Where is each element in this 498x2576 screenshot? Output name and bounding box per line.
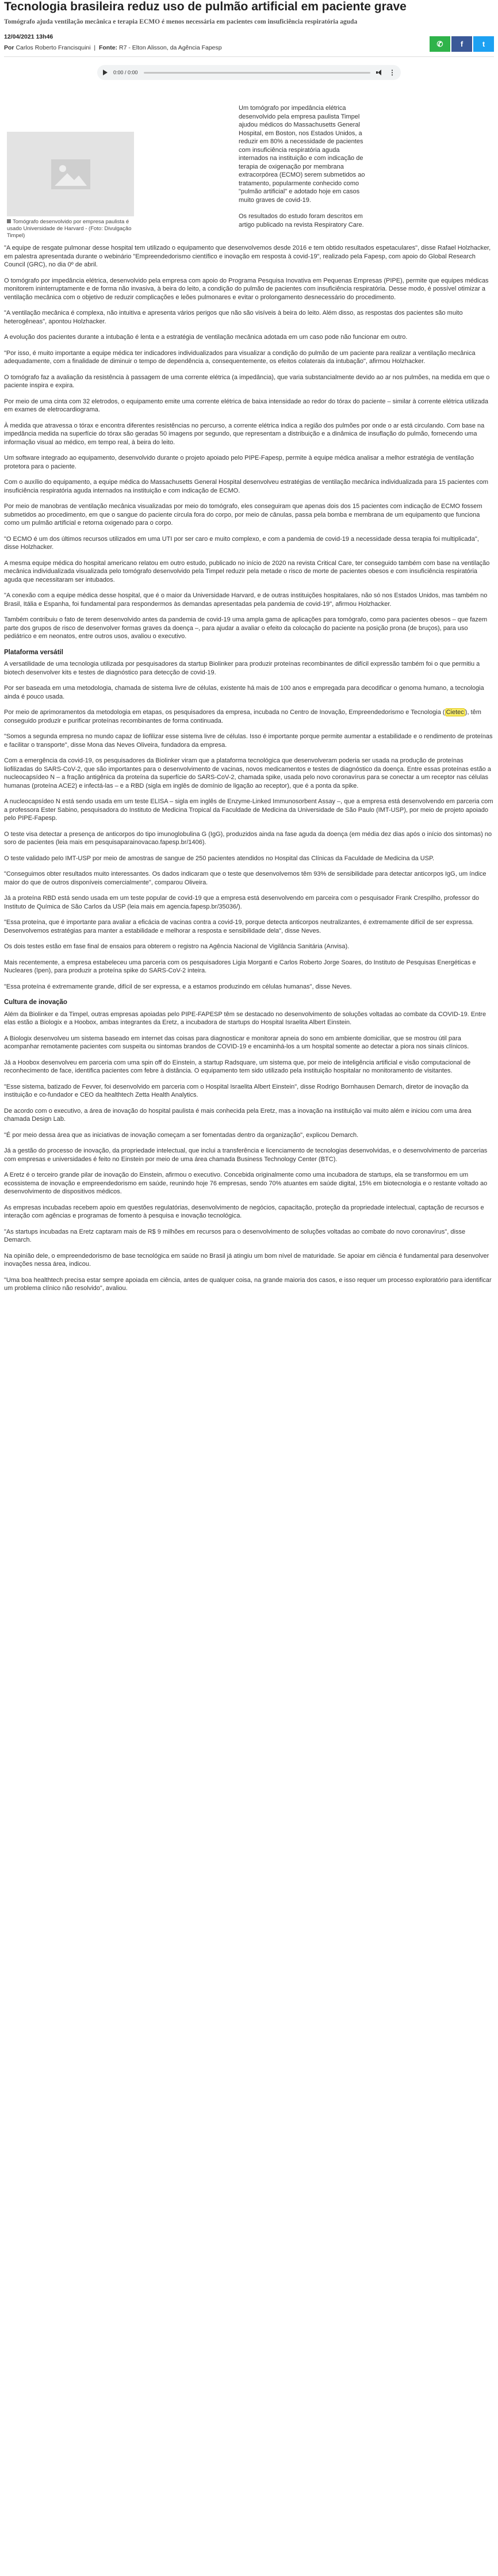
body-paragraph: Já a proteína RBD está sendo usada em um teste popular de covid-19 que a empresa está desenvolvendo em parceira com o pesquisador Frank Crespilho, professor do Instituto de Química de São Carlos da USP (leia mais em agencia.fapesp.br/35036/). (4, 895, 480, 910)
intro-paragraph: Um tomógrafo por impedância elétrica desenvolvido pela empresa paulista Timpel ajudou médicos do Massachusetts General Hospital, em Boston, nos Estados Unidos, a reduzir em 80% a necessidade de pacientes com insuficiência respiratória aguda internados na instituição e com indicação de terapia de oxigenação por membrana extracorpórea (ECMO) serem submetidos ao tratamento, popularmente conhecido como "pulmão artificial" e adotado hoje em casos muito graves de covid-19. (239, 105, 365, 204)
byline-label: Por (4, 44, 14, 51)
body-paragraph: O teste validado pelo IMT-USP por meio de amostras de sangue de 250 pacientes atendidos no Hospital das Clínicas da Faculdade de Medicina da USP. (4, 854, 435, 862)
body-paragraph: "Uma boa healthtech precisa estar sempre apoiada em ciência, antes de qualquer coisa, na grande maioria dos casos, e isso requer um processo exploratório para identificar um problema clínico não resolvido", avaliou. (4, 1276, 492, 1292)
intro-paragraph: Os resultados do estudo foram descritos em artigo publicado na revista Respiratory Care. (239, 213, 364, 228)
body-paragraph: À medida que atravessa o tórax e encontra diferentes resistências no percurso, a corrente elétrica indica a região dos pulmões por onde o ar está circulando. Com base na impedância medida na superfície do tórax são geradas 50 imagens por segundo, que representam a distribuição e a dinâmica de insuflação do pulmão, fornecendo uma informação visual ao médico, em tempo real, à beira do leito. (4, 422, 485, 446)
highlight-post: ), têm conseguido produzir e purificar proteínas recombinantes de forma continuada. (4, 709, 481, 724)
body-paragraph: "É por meio dessa área que as iniciativas de inovação começam a ser fomentadas dentro da organização", explicou Demarch. (4, 1131, 359, 1139)
body-paragraph: Um software integrado ao equipamento, desenvolvido durante o projeto apoiado pelo PIPE-Fapesp, permite à equipe médica analisar a melhor estratégia de ventilação protetora para o paciente. (4, 455, 474, 470)
more-options-icon[interactable]: ⋮ (389, 68, 395, 77)
section-main (4, 244, 494, 641)
source-name: R7 - Elton Alisson, da Agência Fapesp (118, 44, 222, 51)
page-title: Tecnologia brasileira reduz uso de pulmão artificial em paciente grave (4, 0, 407, 13)
body-paragraph: A nucleocapsídeo N está sendo usada em um teste ELISA – sigla em inglês de Enzyme-Linked Immunosorbent Assay –, que a empresa está desenvolvendo em parceria com a professora Ester Sabino, pesquisadora do Instituto de Medicina Tropical da Faculdade de Medicina da Universidade de São Paulo (IMT-USP), por meio de projeto apoiado pelo PIPE-Fapesp. (4, 798, 493, 822)
section-platform (4, 660, 494, 701)
body-paragraph: A versatilidade de uma tecnologia utilizada por pesquisadores da startup Biolinker para produzir proteínas recombinantes de difícil expressão também foi o que permitiu a biotech desenvolver kits e testes de diagnóstico para detecção de covid-19. (4, 661, 480, 676)
share-buttons (430, 36, 494, 52)
body-paragraph: O tomógrafo por impedância elétrica, desenvolvido pela empresa com apoio do Programa Pesquisa Inovativa em Pequenas Empresas (PIPE), permite que equipes médicas monitorem ininterruptamente e de forma não invasiva, à beira do leito, a condição do pulmão de pacientes com insuficiência respiratória. Desse modo, é possível otimizar a ventilação mecânica com o objetivo de reduzir complicações e leões pulmonares e evitar o prolongamento desnecessário do procedimento. (4, 277, 489, 301)
caption-text: Tomógrafo desenvolvido por empresa paulista é usado Universidade de Harvard - (Foto: Divulgação Timpel) (7, 219, 132, 239)
body-paragraph: Por meio de manobras de ventilação mecânica visualizadas por meio do tomógrafo, eles conseguiram que apenas dois dos 15 pacientes com indicação de ECMO fossem submetidos ao procedimento, em que o sangue do paciente circula fora do corpo, por meio de cânulas, passa pela bomba e membrana de um equipamento que funciona como um pulmão artificial e retorna oxigenado para o corpo. (4, 503, 482, 526)
volume-icon[interactable] (376, 70, 383, 75)
highlight-pre: Por meio de aprimoramentos da metodologia em etapas, os pesquisadores da empresa, incubada no Centro de Inovação, Empreendedorismo e Tecnologia ( (4, 709, 445, 716)
body-paragraph: "A conexão com a equipe médica desse hospital, que é o maior da Universidade Harvard, e de outras instituições hospitalares, não só nos Estados Unidos, mas também no Brasil, Itália e Espanha, foi fundamental para respondermos às demandas apresentadas pela pandemia de covid-19", afirmou Holzhacker. (4, 592, 488, 608)
body-paragraph: Com o auxílio do equipamento, a equipe médica do Massachusetts General Hospital desenvolveu estratégias de ventilação mecânica individualizada para 15 pacientes com insuficiência respiratória aguda internados na instituição e com indicação de ECMO. (4, 479, 488, 494)
twitter-share-button[interactable]: t (473, 36, 494, 52)
feature-block (4, 104, 494, 239)
body-paragraph: Com a emergência da covid-19, os pesquisadores da Biolinker viram que a plataforma tecnológica que desenvolveram poderia ser usada na produção de proteínas liofilizadas do SARS-CoV-2, que são importantes para o desenvolvimento de vacinas, novos medicamentos e testes de diagnóstico da doença. Entre essas proteínas estão a nucleocapsídeo N – a fração antigênica da proteína da superfície do SARS-CoV-2, chamada spike, usada pelo novo coronavírus para se conectar a um receptor nas células humanas (proteína ACE2) e infectá-las – e a RBD (sigla em inglês de domínio de ligação ao receptor), que é a ponta da spike. (4, 757, 491, 789)
article-subtitle: Tomógrafo ajuda ventilação mecânica e terapia ECMO é menos necessária em pacientes com insuficiência respiratória aguda (4, 18, 358, 25)
body-paragraph: "A ventilação mecânica é complexa, não intuitiva e apresenta vários perigos que não são visíveis à beira do leito. Além disso, as respostas dos pacientes são muito heterogêneas", apontou Holzhacker. (4, 310, 463, 325)
body-paragraph: Já a Hoobox desenvolveu em parceria com uma spin off do Einstein, a startup Radsquare, um sistema que, por meio de inteligência artificial e visão computacional de reconhecimento de face, identifica pacientes com febre à distância. O equipamento tem sido utilizado pela instituição hospitalar no monitoramento de visitantes. (4, 1059, 471, 1074)
whatsapp-share-button[interactable]: ✆ (430, 36, 450, 52)
body-paragraph: Mais recentemente, a empresa estabeleceu uma parceria com os pesquisadores Ligia Morganti e Carlos Roberto Jorge Soares, do Instituto de Pesquisas Energéticas e Nucleares (Ipen), para produzir a proteína spike do SARS-CoV-2 inteira. (4, 959, 476, 974)
meta-row (4, 33, 494, 52)
meta-info (4, 33, 222, 52)
byline: Por Carlos Roberto Francisquini | Fonte: R7 - Elton Alisson, da Agência Fapesp (4, 44, 222, 51)
caption-icon (7, 219, 11, 223)
image-placeholder-icon (51, 159, 90, 189)
body-paragraph: Por ser baseada em uma metodologia, chamada de sistema livre de células, existente há mais de 100 anos e empregada para decodificar o genoma humano, a tecnologia ainda é pouco usada. (4, 685, 484, 700)
article-image[interactable] (7, 132, 134, 216)
body-paragraph: A Eretz é o terceiro grande pilar de inovação do Einstein, afirmou o executivo. Concebida originalmente como uma incubadora de startups, ela se transformou em um ecossistema de inovação e empreendedorismo em saúde, reunindo hoje 76 empresas, sendo 70% atuantes em saúde digital, 15% em biotecnologia e o restante voltado ao desenvolvimento de dispositivos médicos. (4, 1171, 488, 1195)
audio-time: 0:00 / 0:00 (113, 70, 138, 75)
source-label: Fonte: (98, 44, 118, 51)
body-paragraph: "Somos a segunda empresa no mundo capaz de liofilizar esse sistema livre de células. Isso é importante porque permite aumentar a estabilidade e o rendimento de proteínas e facilitar o transporte", disse Mona das Neves Oliveira, fundadora da empresa. (4, 733, 493, 749)
body-paragraph (4, 708, 494, 725)
body-paragraph: Além da Biolinker e da Timpel, outras empresas apoiadas pelo PIPE-FAPESP têm se destacado no desenvolvimento de soluções voltadas ao combate da COVID-19. Entre elas estão a Biologix e a Hoobox, ambas integrantes da Eretz, a incubadora de startups do Hospital Israelita Albert Einstein. (4, 1010, 486, 1026)
body-paragraph: "Essa proteína, que é importante para avaliar a eficácia de vacinas contra a covid-19, porque detecta anticorpos neutralizantes, é extremamente difícil de ser expressa. Desenvolvemos estratégias para manter a estabilidade e melhorar a resposta e sensibilidade dela", disse Neves. (4, 919, 474, 934)
body-paragraph: A Biologix desenvolveu um sistema baseado em internet das coisas para diagnosticar e monitorar apneia do sono em ambiente domiciliar, que se mostrou útil para acompanhar remotamente pacientes com suspeita ou sintomas brandos de COVID-19 e encaminhá-los a um hospital somente ao detectar a piora nos sinais clínicos. (4, 1035, 469, 1050)
body-paragraph: O tomógrafo faz a avaliação da resistência à passagem de uma corrente elétrica (a impedância), que varia substancialmente devido ao ar nos pulmões, na medida em que o paciente inspira e expira. (4, 373, 490, 389)
body-paragraph: Os dois testes estão em fase final de ensaios para obterem o registro na Agência Nacional de Vigilância Sanitária (Anvisa). (4, 943, 350, 950)
body-paragraph: Já a gestão do processo de inovação, da propriedade intelectual, que inclui a transferência e licenciamento de tecnologias desenvolvidas, e o desenvolvimento de parcerias com empresas e universidades é feito no Einstein por meio de uma área chamada Business Technology Center (BTC). (4, 1147, 488, 1163)
body-paragraph: "O ECMO é um dos últimos recursos utilizados em uma UTI por ser caro e muito complexo, e com a pandemia de covid-19 a necessidade dessa terapia foi multiplicada", disse Holzhacker. (4, 535, 479, 551)
highlighted-term: Cietec (446, 709, 464, 716)
body-paragraph: "Essa proteína é extremamente grande, difícil de ser expressa, e a estamos produzindo em células humanas", disse Neves. (4, 983, 352, 990)
body-paragraph: "Conseguimos obter resultados muito interessantes. Os dados indicaram que o teste que desenvolvemos têm 93% de sensibilidade para detectar anticorpos IgG, um índice maior do que de outros disponíveis comercialmente", comparou Oliveira. (4, 871, 486, 886)
section-culture (4, 1010, 494, 1293)
body-paragraph: "As startups incubadas na Eretz captaram mais de R$ 9 milhões em recursos para o desenvolvimento de soluções voltadas ao combate do novo coronavírus", disse Demarch. (4, 1228, 466, 1243)
publish-date: 12/04/2021 13h46 (4, 33, 53, 40)
play-icon[interactable] (103, 70, 108, 75)
body-paragraph: "Por isso, é muito importante a equipe médica ter indicadores individualizados para visualizar a condição do pulmão de um paciente para realizar a ventilação mecânica adequadamente, com a finalidade de diminuir o tempo de dependência a, consequentemente, os efeitos colaterais da intubação", afirmou Holzhacker. (4, 349, 476, 365)
section-heading: Plataforma versátil (4, 648, 63, 656)
divider (4, 56, 494, 57)
body-paragraph: "Esse sistema, batizado de Fevver, foi desenvolvido em parceria com o Hospital Israelita Albert Einstein", disse Rodrigo Bornhausen Demarch, diretor de inovação da instituição e co-fundador e CEO da healthtech Zetta Health Analytics. (4, 1083, 469, 1098)
body-paragraph: "A equipe de resgate pulmonar desse hospital tem utilizado o equipamento que desenvolvemos desde 2016 e tem obtido resultados espetaculares", disse Rafael Holzhacker, em palestra apresentada durante o webinário "Empreendedorismo científico e inovação em resposta à covid-19", realizado pela Fapesp, com apoio do Global Research Council (GRC), no dia 0º de abril. (4, 245, 491, 268)
body-paragraph: A evolução dos pacientes durante a intubação é lenta e a estratégia de ventilação mecânica adotada em um caso pode não funcionar em outro. (4, 334, 408, 341)
body-paragraph: As empresas incubadas recebem apoio em questões regulatórias, desenvolvimento de negócios, capacitação, proteção da propriedade intelectual, captação de recursos e interação com agências e programas de fomento à pesquisa e inovação tecnológica. (4, 1204, 484, 1219)
article-figure (7, 132, 134, 239)
author-name: Carlos Roberto Francisquini (16, 44, 91, 51)
figure-caption (7, 219, 134, 239)
body-paragraph: Por meio de uma cinta com 32 eletrodos, o equipamento emite uma corrente elétrica de baixa intensidade ao redor do tórax do paciente – similar à corrente elétrica utilizada em exames de eletrocardiograma. (4, 398, 488, 413)
section-heading: Cultura de inovação (4, 999, 67, 1006)
section-platform-cont (4, 732, 494, 991)
body-paragraph: O teste visa detectar a presença de anticorpos do tipo imunoglobulina G (IgG), produzidos ainda na fase aguda da doença (em média dez dias após o início dos sintomas) no soro de pacientes (leia mais em pesquisaparainovacao.fapesp.br/1406). (4, 830, 492, 846)
article-body (4, 244, 494, 1293)
audio-player[interactable] (97, 65, 401, 80)
audio-progress-bar[interactable] (144, 72, 370, 74)
body-paragraph: Na opinião dele, o empreendedorismo de base tecnológica em saúde no Brasil já atingiu um bom nível de maturidade. Se apoiar em ciência é fundamental para desenvolver inovações nessa área, indicou. (4, 1252, 489, 1268)
body-paragraph: A mesma equipe médica do hospital americano relatou em outro estudo, publicado no início de 2020 na revista Critical Care, ter conseguido também com base na ventilação mecânica individualizada visualizada pelo tomógrafo desenvolvido pela Timpel reduzir pela metade o risco de morte de pacientes obesos e com insuficiência respiratória aguda que necessitaram ser intubados. (4, 559, 490, 583)
body-paragraph: Também contribuiu o fato de terem desenvolvido antes da pandemia de covid-19 uma ampla gama de aplicações para tomógrafo, como para pacientes obesos – que fazem parte dos grupos de risco de desenvolver formas graves da doença –, para ajudar a avaliar o efeito da colocação do paciente na posição prona (de bruços), para uso pediátrico e em neonatos, entre outros usos, avaliou o executivo. (4, 616, 488, 640)
body-paragraph: De acordo com o executivo, a área de inovação do hospital paulista é mais conhecida pela Eretz, mas a inovação na instituição vai muito além e iniciou com uma área chamada Design Lab. (4, 1107, 472, 1123)
facebook-share-button[interactable]: f (451, 36, 472, 52)
intro-column (239, 104, 369, 239)
